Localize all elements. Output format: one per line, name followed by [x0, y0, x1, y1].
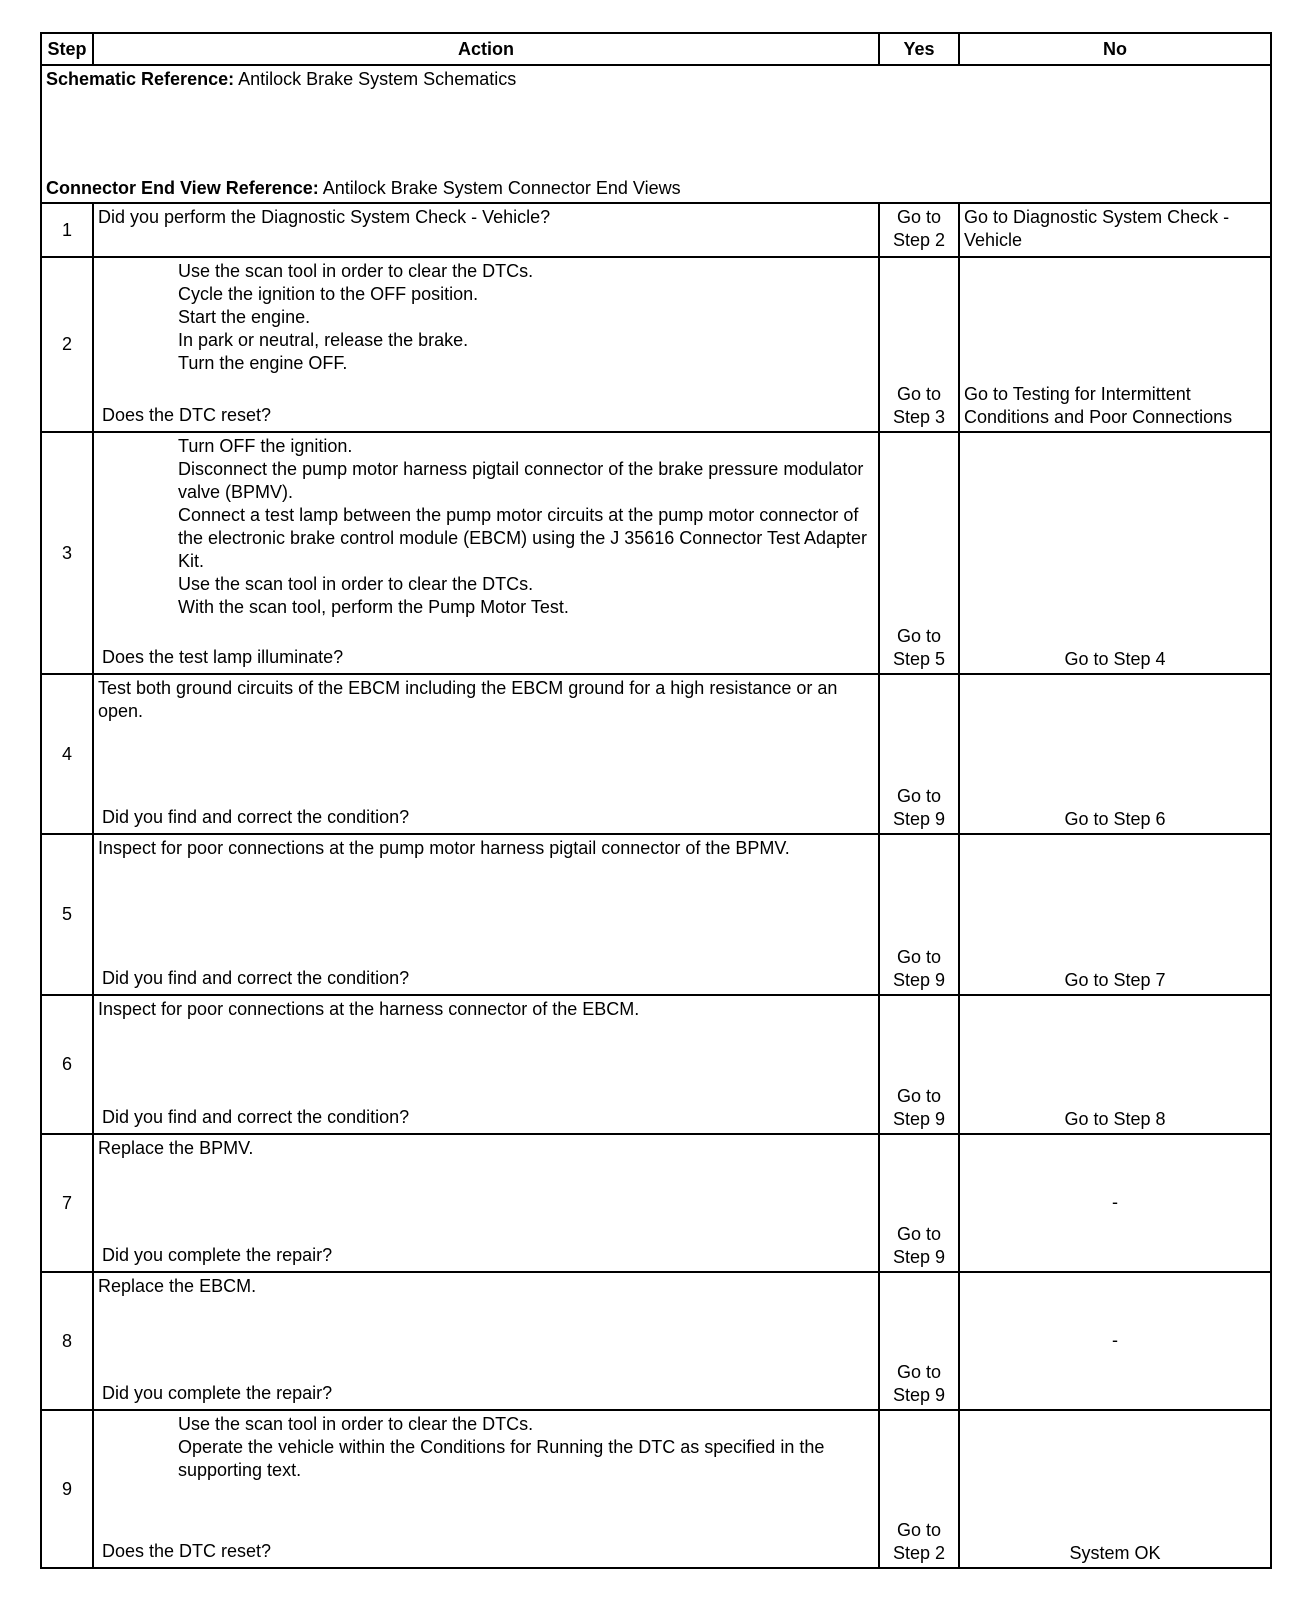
schematic-reference-label: Schematic Reference:: [46, 69, 235, 89]
action-content: [98, 1137, 874, 1269]
reference-row: [41, 65, 1271, 203]
substep-item: Use the scan tool in order to clear the DTCs.: [178, 261, 534, 281]
step-number: 4: [41, 674, 93, 834]
step-number: 7: [41, 1134, 93, 1272]
schematic-reference-link[interactable]: Antilock Brake System Schematics: [238, 69, 517, 89]
step-number: 1: [41, 203, 93, 257]
action-text: Replace the BPMV.: [98, 1138, 254, 1158]
substep-item: Use the scan tool in order to clear the DTCs.: [178, 1414, 534, 1434]
yes-cell[interactable]: Go to Step 9: [879, 834, 959, 995]
schematic-reference: [46, 68, 1266, 91]
action-question: Did you complete the repair?: [102, 1383, 333, 1403]
yes-cell[interactable]: Go to Step 9: [879, 1134, 959, 1272]
action-text: Replace the EBCM.: [98, 1276, 257, 1296]
action-content: [98, 1275, 874, 1407]
header-no: No: [959, 33, 1271, 65]
no-cell[interactable]: Go to Step 6: [959, 674, 1271, 834]
step-row-7: [41, 1134, 1271, 1272]
action-text: Inspect for poor connections at the harness connector of the EBCM.: [98, 999, 640, 1019]
action-cell: [93, 1272, 879, 1410]
substep-item: Use the scan tool in order to clear the DTCs.: [178, 574, 534, 594]
substep-item: Turn the engine OFF.: [178, 353, 348, 373]
no-cell[interactable]: Go to Diagnostic System Check - Vehicle: [959, 203, 1271, 257]
step-row-1: [41, 203, 1271, 257]
header-row: [41, 33, 1271, 65]
yes-cell[interactable]: Go to Step 9: [879, 995, 959, 1134]
step-number: 3: [41, 432, 93, 674]
action-question: Did you complete the repair?: [102, 1245, 333, 1265]
substep-item: Turn OFF the ignition.: [178, 436, 353, 456]
action-cell: [93, 995, 879, 1134]
step-row-9: [41, 1410, 1271, 1568]
action-question: Does the DTC reset?: [102, 405, 272, 425]
action-text: Inspect for poor connections at the pump motor harness pigtail connector of the BPMV.: [98, 838, 790, 858]
yes-cell[interactable]: Go to Step 2: [879, 1410, 959, 1568]
action-text: Did you perform the Diagnostic System Check - Vehicle?: [98, 207, 551, 227]
step-number: 5: [41, 834, 93, 995]
step-row-8: [41, 1272, 1271, 1410]
action-content: [98, 435, 874, 671]
step-row-5: [41, 834, 1271, 995]
no-cell[interactable]: System OK: [959, 1410, 1271, 1568]
step-row-2: [41, 257, 1271, 432]
action-cell: [93, 1410, 879, 1568]
action-content: [98, 677, 874, 831]
action-content: [98, 206, 874, 254]
action-content: [98, 260, 874, 429]
action-question: Did you find and correct the condition?: [102, 1107, 410, 1127]
substep-item: With the scan tool, perform the Pump Motor Test.: [178, 597, 569, 617]
substep-item: Operate the vehicle within the Conditions for Running the DTC as specified in the supporting text.: [178, 1437, 825, 1480]
substep-list: [98, 1413, 874, 1482]
step-row-4: [41, 674, 1271, 834]
connector-reference: [46, 177, 681, 200]
diagnostic-table: [40, 32, 1272, 1569]
action-question: Does the test lamp illuminate?: [102, 647, 344, 667]
yes-cell[interactable]: Go to Step 5: [879, 432, 959, 674]
action-content: [98, 1413, 874, 1565]
step-number: 9: [41, 1410, 93, 1568]
no-cell[interactable]: Go to Step 4: [959, 432, 1271, 674]
no-cell: -: [959, 1272, 1271, 1410]
step-number: 8: [41, 1272, 93, 1410]
step-row-6: [41, 995, 1271, 1134]
substep-list: [98, 435, 874, 619]
no-cell: -: [959, 1134, 1271, 1272]
header-action: Action: [93, 33, 879, 65]
action-cell: [93, 257, 879, 432]
yes-cell[interactable]: Go to Step 3: [879, 257, 959, 432]
no-cell[interactable]: Go to Step 8: [959, 995, 1271, 1134]
action-content: [98, 837, 874, 992]
reference-cell: [41, 65, 1271, 203]
action-cell: [93, 432, 879, 674]
yes-cell[interactable]: Go to Step 9: [879, 1272, 959, 1410]
step-number: 2: [41, 257, 93, 432]
action-cell: [93, 834, 879, 995]
header-yes: Yes: [879, 33, 959, 65]
action-text: Test both ground circuits of the EBCM including the EBCM ground for a high resistance or an open.: [98, 678, 838, 721]
action-cell: [93, 203, 879, 257]
step-rows: [41, 203, 1271, 1568]
action-question: Did you find and correct the condition?: [102, 807, 410, 827]
action-cell: [93, 1134, 879, 1272]
action-question: Did you find and correct the condition?: [102, 968, 410, 988]
step-number: 6: [41, 995, 93, 1134]
no-cell[interactable]: Go to Testing for Intermittent Conditions and Poor Connections: [959, 257, 1271, 432]
yes-cell[interactable]: Go to Step 2: [879, 203, 959, 257]
substep-item: Start the engine.: [178, 307, 311, 327]
action-question: Does the DTC reset?: [102, 1541, 272, 1561]
action-cell: [93, 674, 879, 834]
substep-item: Connect a test lamp between the pump motor circuits at the pump motor connector of the electronic brake control module (EBCM) using the J 35616 Connector Test Adapter Kit.: [178, 505, 868, 571]
connector-reference-label: Connector End View Reference:: [46, 178, 319, 198]
no-cell[interactable]: Go to Step 7: [959, 834, 1271, 995]
diagnostic-table-container: [40, 32, 1272, 1569]
substep-item: Cycle the ignition to the OFF position.: [178, 284, 479, 304]
header-step: Step: [41, 33, 93, 65]
substep-item: Disconnect the pump motor harness pigtail connector of the brake pressure modulator valve (BPMV).: [178, 459, 864, 502]
connector-reference-link[interactable]: Antilock Brake System Connector End Views: [322, 178, 681, 198]
action-content: [98, 998, 874, 1131]
substep-item: In park or neutral, release the brake.: [178, 330, 469, 350]
substep-list: [98, 260, 874, 375]
step-row-3: [41, 432, 1271, 674]
yes-cell[interactable]: Go to Step 9: [879, 674, 959, 834]
